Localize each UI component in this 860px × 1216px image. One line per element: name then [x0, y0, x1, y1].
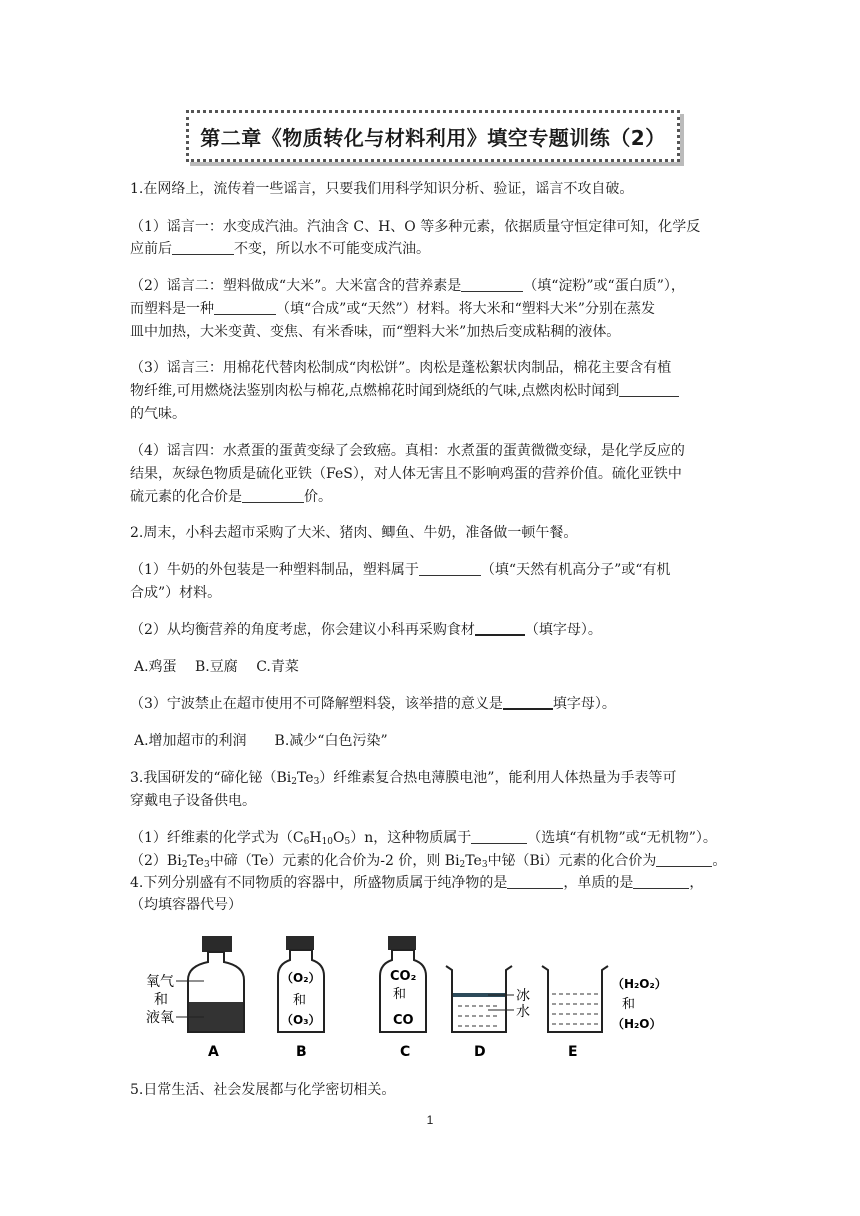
subscript: 6 — [303, 837, 310, 847]
text: 应前后 — [130, 241, 172, 257]
fig-text: （O₃） — [281, 1013, 321, 1027]
answer-blank[interactable] — [242, 488, 304, 503]
text: Te — [465, 853, 482, 869]
text: （填字母）。 — [524, 622, 602, 638]
subscript: 10 — [321, 837, 334, 847]
text: （2）谣言二：塑料做成“大米”。大米富含的营养素是 — [130, 278, 462, 294]
text: 3.我国研发的“碲化铋（Bi — [130, 770, 292, 786]
q1-p1-line1: （1）谣言一：水变成汽油。汽油含 C、H、O 等多种元素，依据质量守恒定律可知，化学反 — [130, 219, 701, 235]
label-c: C — [400, 1044, 411, 1060]
page-title: 第二章《物质转化与材料利用》填空专题训练（2） — [200, 125, 666, 150]
text: 不变，所以水不可能变成汽油。 — [234, 241, 430, 257]
fig-text: CO — [393, 1013, 414, 1028]
title-box — [186, 110, 680, 162]
text: H — [309, 830, 322, 846]
bottle-c — [380, 936, 426, 1060]
answer-blank[interactable] — [619, 382, 679, 397]
label-a: A — [208, 1044, 219, 1060]
q2-p3-options: A.增加超市的利润 B.减少“白色污染” — [134, 733, 388, 749]
text: 中碲（Te）元素的化合价为-2 价，则 Bi — [209, 853, 460, 869]
bottle-b — [278, 936, 324, 1060]
q2-p1-line1 — [130, 560, 730, 580]
subscript: 3 — [481, 860, 488, 870]
fig-text: 液氧 — [146, 1010, 174, 1026]
answer-blank[interactable] — [475, 620, 525, 636]
q2-p3-line — [130, 694, 730, 714]
subscript: 2 — [459, 860, 466, 870]
fig-text: 冰 — [516, 988, 530, 1004]
subscript: 3 — [313, 777, 320, 787]
fig-text: 和 — [154, 992, 168, 1008]
subscript: 2 — [181, 860, 188, 870]
label-b: B — [296, 1044, 307, 1060]
answer-blank[interactable] — [471, 829, 527, 844]
text: 价。 — [304, 489, 332, 505]
label-d: D — [474, 1044, 486, 1060]
text: ）n，这种物质属于 — [350, 830, 472, 846]
beaker-d — [446, 966, 530, 1060]
text: 4.下列分别盛有不同物质的容器中，所盛物质属于纯净物的是 — [130, 875, 508, 891]
q1-p1-line2 — [130, 239, 730, 259]
text: 。 — [712, 853, 727, 869]
fig-text: 氧气 — [146, 974, 174, 990]
bottle-a — [146, 936, 244, 1060]
fig-text: 水 — [516, 1004, 530, 1020]
text: （2）从均衡营养的角度考虑，你会建议小科再采购食材 — [130, 622, 475, 638]
q1-p2-line3: 皿中加热，大米变黄、变焦、有米香味，而“塑料大米”加热后变成粘稠的液体。 — [130, 324, 621, 340]
text: 而塑料是一种 — [130, 301, 214, 317]
fig-text: 和 — [393, 987, 407, 1002]
fig-text: 和 — [622, 997, 636, 1012]
subscript: 5 — [344, 837, 351, 847]
text: （填“天然有机高分子”或“有机 — [480, 562, 671, 578]
fig-text: （O₂） — [281, 971, 321, 985]
text: 硫元素的化合价是 — [130, 489, 242, 505]
q1-p3-line3: 的气味。 — [130, 406, 186, 422]
q3-line1 — [130, 768, 730, 788]
text: 中铋（Bi）元素的化合价为 — [487, 853, 657, 869]
q1-p3-line2 — [130, 381, 730, 401]
answer-blank[interactable] — [172, 240, 234, 255]
text: ， — [689, 875, 704, 891]
q4-line2: （均填容器代号） — [130, 897, 242, 913]
text: Te — [187, 853, 204, 869]
label-e: E — [568, 1044, 578, 1060]
q4-line1 — [130, 873, 730, 893]
answer-blank[interactable] — [656, 852, 712, 867]
q1-p3-line1: （3）谣言三：用棉花代替肉松制成“肉松饼”。肉松是蓬松絮状肉制品，棉花主要含有植 — [130, 360, 672, 376]
text: （2）Bi — [130, 853, 182, 869]
q3-line2: 穿戴电子设备供电。 — [130, 793, 256, 809]
text: ）纤维素复合热电薄膜电池”，能利用人体热量为手表等可 — [319, 770, 677, 786]
containers-figure — [138, 932, 698, 1062]
q1-p2-line2 — [130, 299, 730, 319]
text: （选填“有机物”或“无机物”）。 — [527, 830, 717, 846]
text: 填字母）。 — [552, 696, 616, 712]
answer-blank[interactable] — [503, 694, 553, 710]
q2-stem: 2.周末，小科去超市采购了大米、猪肉、鲫鱼、牛奶，准备做一顿午餐。 — [130, 525, 578, 541]
text: （1）纤维素的化学式为（C — [130, 830, 304, 846]
answer-blank[interactable] — [461, 277, 523, 292]
fig-text: 和 — [293, 993, 307, 1008]
text: （3）宁波禁止在超市使用不可降解塑料袋，该举措的意义是 — [130, 696, 503, 712]
answer-blank[interactable] — [214, 300, 276, 315]
beaker-e — [542, 966, 667, 1060]
subscript: 2 — [291, 777, 298, 787]
q1-stem: 1.在网络上，流传着一些谣言，只要我们用科学知识分析、验证，谣言不攻自破。 — [130, 181, 634, 197]
text: （填“淀粉”或“蛋白质”）， — [523, 278, 685, 294]
q2-p1-line2: 合成”）材料。 — [130, 585, 222, 601]
q1-p4-line2: 结果，灰绿色物质是硫化亚铁（FeS），对人体无害且不影响鸡蛋的营养价值。硫化亚铁中 — [130, 466, 682, 482]
q3-p1-line — [130, 828, 730, 848]
answer-blank[interactable] — [633, 874, 689, 889]
text: （1）牛奶的外包装是一种塑料制品，塑料属于 — [130, 562, 419, 578]
subscript: 3 — [203, 860, 210, 870]
q3-p2-line — [130, 851, 730, 871]
fig-text: CO₂ — [390, 969, 417, 984]
text: （填“合成”或“天然”）材料。将大米和“塑料大米”分别在蒸发 — [276, 301, 655, 317]
q1-p4-line1: （4）谣言四：水煮蛋的蛋黄变绿了会致癌。真相：水煮蛋的蛋黄微微变绿，是化学反应的 — [130, 443, 685, 459]
page-number: 1 — [426, 1113, 434, 1127]
q5-stem: 5.日常生活、社会发展都与化学密切相关。 — [130, 1082, 396, 1098]
text: Te — [297, 770, 314, 786]
q2-p2-line — [130, 620, 730, 640]
q1-p2-line1 — [130, 276, 730, 296]
text: O — [333, 830, 345, 846]
text: 物纤维,可用燃烧法鉴别肉松与棉花,点燃棉花时闻到烧纸的气味,点燃肉松时闻到 — [130, 383, 620, 399]
q1-p4-line3 — [130, 487, 730, 507]
fig-text: （H₂O₂） — [612, 977, 667, 991]
q2-p2-options: A.鸡蛋 B.豆腐 C.青菜 — [134, 659, 299, 675]
answer-blank[interactable] — [419, 561, 481, 576]
fig-text: （H₂O） — [612, 1017, 662, 1031]
answer-blank[interactable] — [507, 874, 563, 889]
text: ，单质的是 — [563, 875, 634, 891]
